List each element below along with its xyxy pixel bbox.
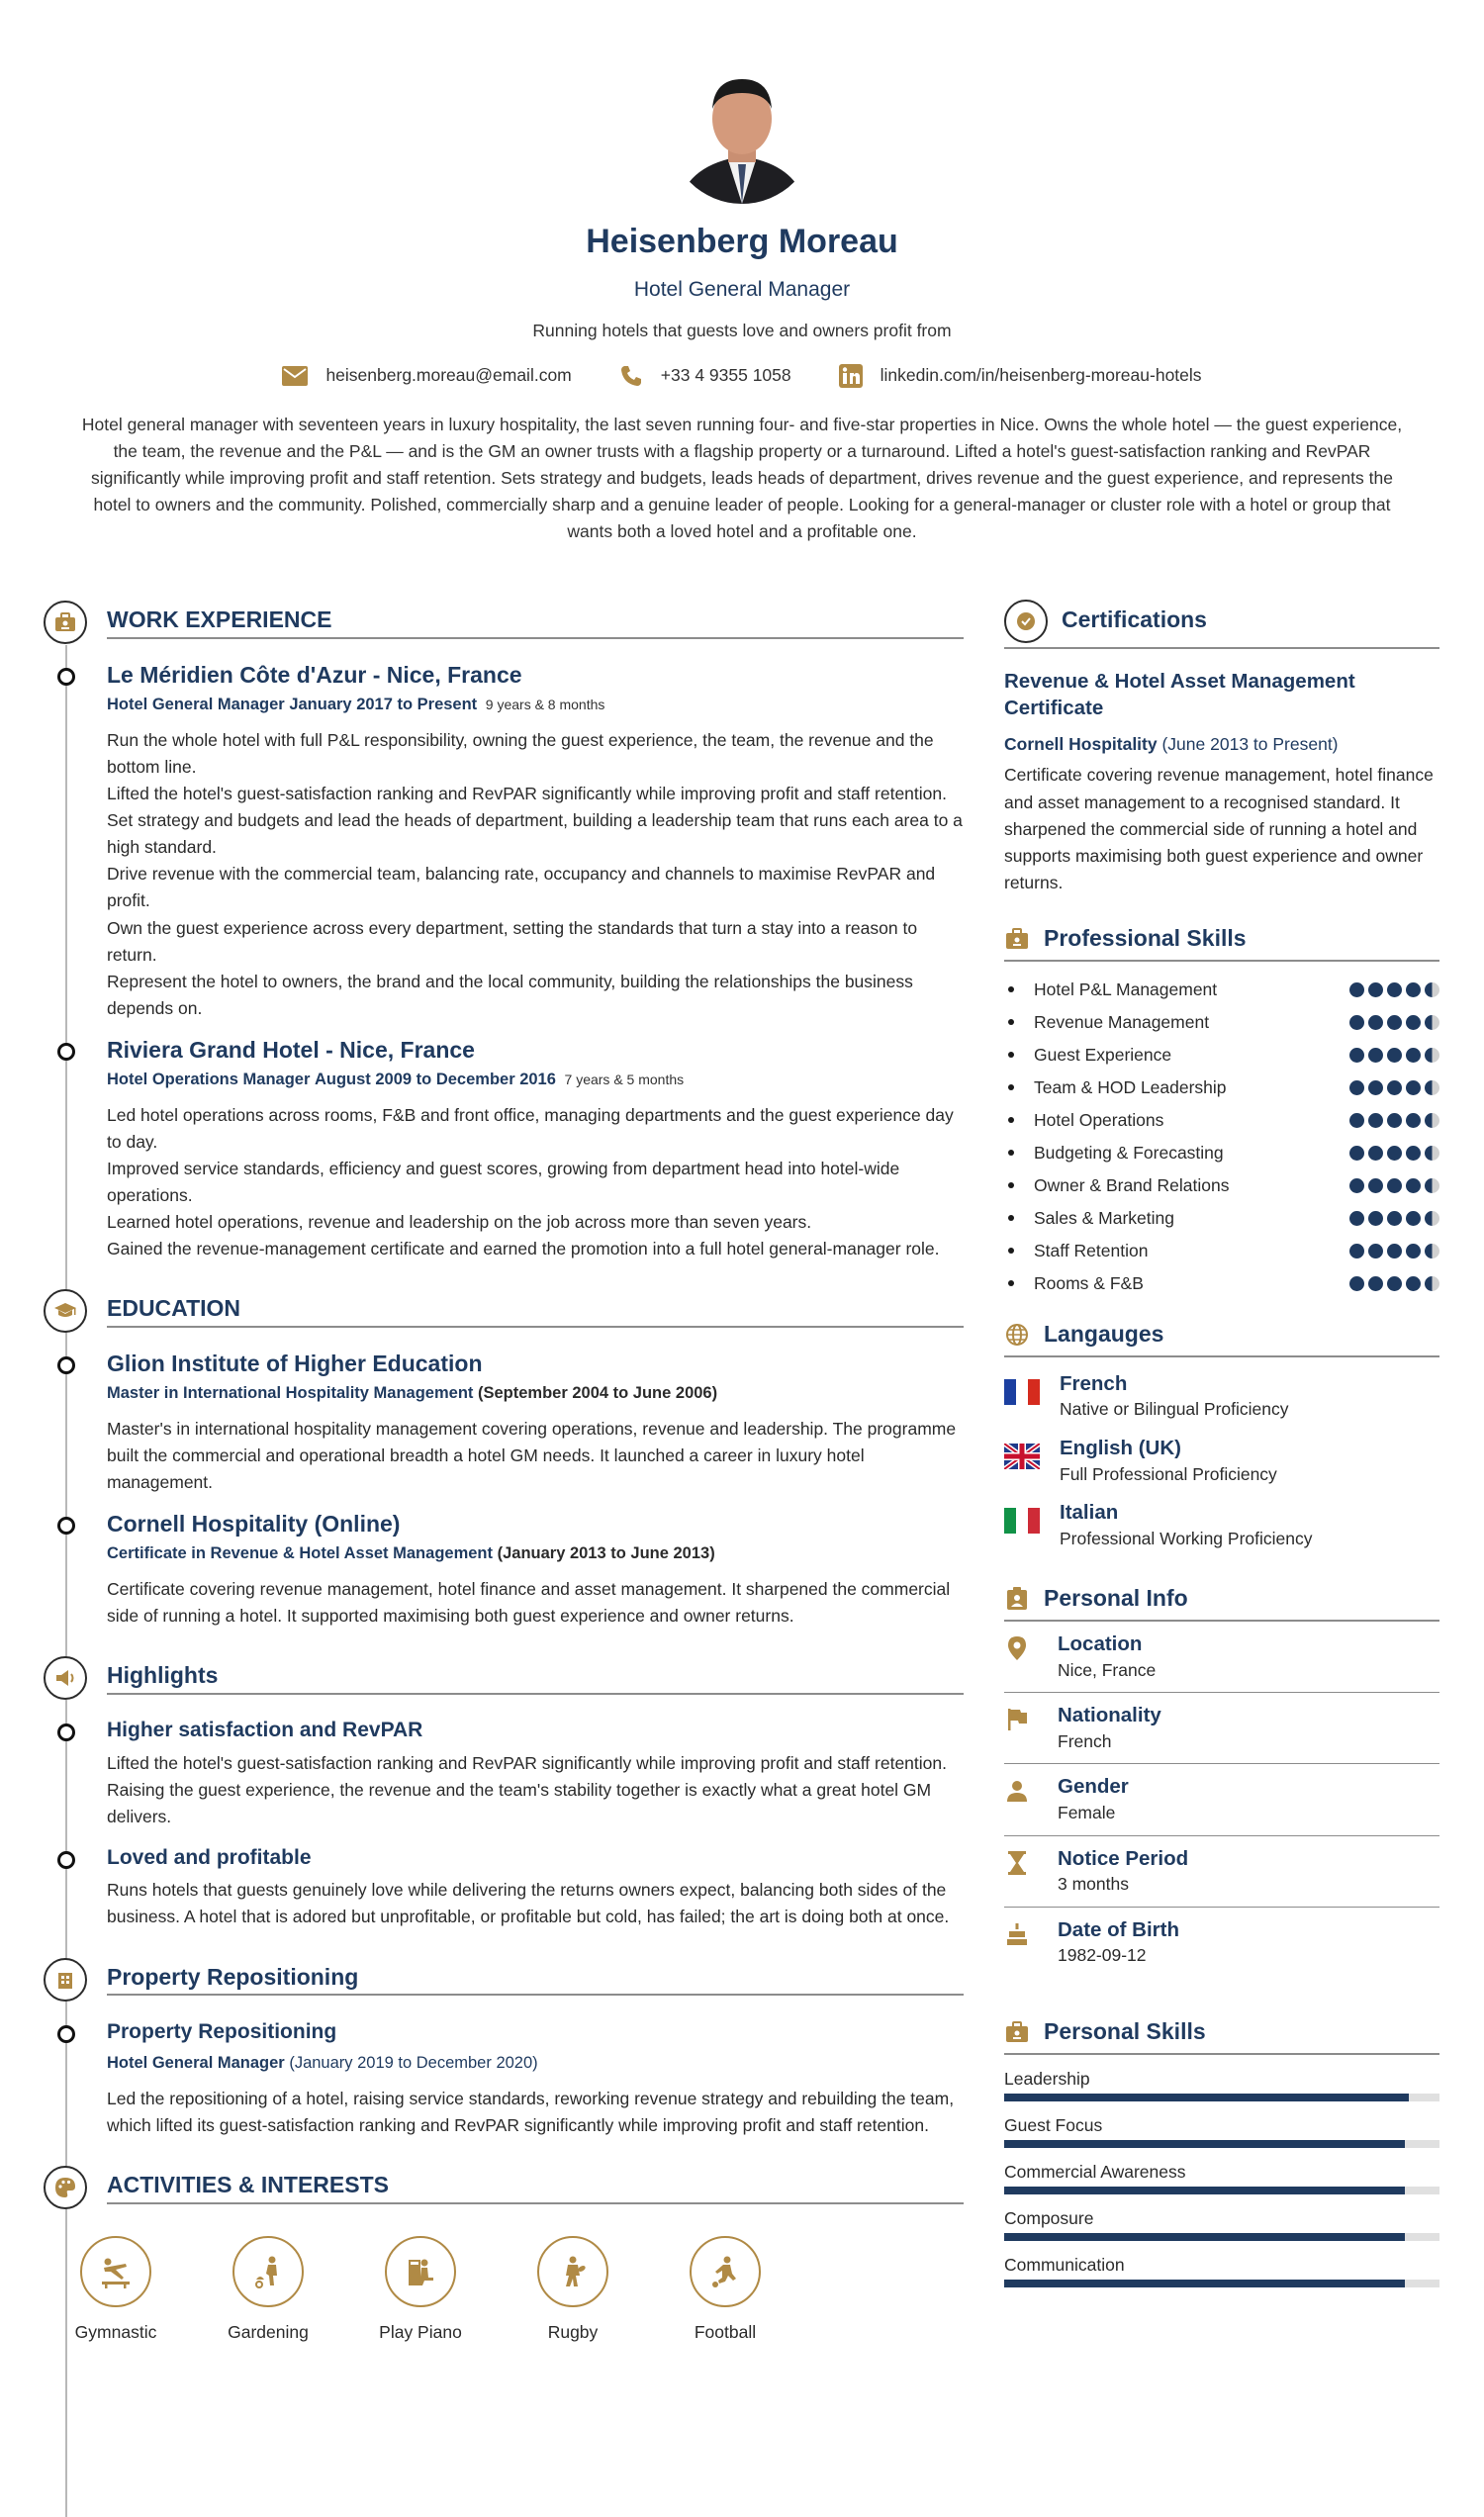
interest-item <box>516 2236 629 2346</box>
certificate-badge-icon <box>1004 600 1048 643</box>
timeline-dot <box>57 2025 75 2043</box>
section-title: ACTIVITIES & INTERESTS <box>107 2171 964 2204</box>
highlight-entry <box>44 1717 964 1830</box>
rating-dot <box>1425 1015 1439 1030</box>
rating-dot <box>1425 1211 1439 1226</box>
education-description: Master's in international hospitality management covering operations, revenue and leadership. The programme built the commercial and operational breadth a hotel GM needs. It launched a career in luxury hotel management. <box>107 1419 957 1493</box>
skill-rating <box>1349 982 1439 997</box>
rating-dot <box>1406 1211 1421 1226</box>
personal-skills-list <box>1004 2069 1439 2287</box>
skill-item <box>1004 1137 1439 1169</box>
personal-skill-name: Guest Focus <box>1004 2114 1103 2135</box>
job-line: Set strategy and budgets and lead the heads of department, building a leadership team that runs each area to a high standard. <box>107 810 963 858</box>
professional-skills-section <box>1004 924 1439 1300</box>
skill-item <box>1004 1039 1439 1072</box>
rating-dot <box>1349 1146 1364 1161</box>
building-icon <box>44 1958 87 2002</box>
piano-icon <box>385 2236 456 2307</box>
rating-dot <box>1425 1080 1439 1095</box>
personal-skill-item <box>1004 2162 1439 2194</box>
uk-flag <box>1004 1444 1040 1469</box>
language-name: Italian <box>1060 1501 1119 1525</box>
certificate-dates: (June 2013 to Present) <box>1161 734 1339 755</box>
skill-rating <box>1349 1015 1439 1030</box>
skill-item <box>1004 1006 1439 1039</box>
certificate-description: Certificate covering revenue management, hotel finance and asset management to a recognised standard. It sharpened the commercial side of running a hotel and supports maximising both guest experience and owner returns. <box>1004 765 1434 892</box>
megaphone-icon <box>44 1656 87 1700</box>
rating-dot <box>1406 1244 1421 1258</box>
skill-rating <box>1349 1178 1439 1193</box>
job-line: Run the whole hotel with full P&L responsibility, owning the guest experience, the team, the revenue and the bottom line. <box>107 729 934 777</box>
job-duration: 9 years & 8 months <box>485 696 605 712</box>
education-meta <box>107 1541 964 1566</box>
skill-name: Hotel P&L Management <box>1004 977 1217 1003</box>
job-meta <box>107 1068 964 1092</box>
job-meta <box>107 693 964 717</box>
education-meta <box>107 1381 964 1406</box>
gymnastics-icon <box>80 2236 151 2307</box>
interest-label: Gymnastic <box>74 2321 157 2342</box>
languages-section <box>1004 1320 1439 1550</box>
certifications-section <box>1004 600 1439 896</box>
candidate-name: Heisenberg Moreau <box>586 223 898 260</box>
interest-label: Play Piano <box>379 2321 462 2342</box>
rating-dot <box>1425 1178 1439 1193</box>
skill-level-bar <box>1004 2233 1439 2241</box>
rating-dot <box>1368 1276 1383 1291</box>
profile-summary: Hotel general manager with seventeen years in luxury hospitality, the last seven running four- and five-star properties in Nice. Owns the whole hotel — the guest experience, the team, the revenue and the P&L — and is the GM an owner trusts with a flagship property or a turnaround. Lifted a hotel's guest-satisfaction ranking and RevPAR significantly while improving profit and staff retention. Sets strategy and budgets, leads heads of department, drives revenue and the guest experience, and represents the hotel to owners and the community. Polished, commercially sharp and a genuine leader of people. Looking for a general-manager or cluster role with a hotel or group that wants both a loved hotel and a profitable one. <box>81 414 1403 542</box>
job-role: Hotel Operations Manager <box>107 1070 311 1088</box>
company-name: Riviera Grand Hotel - Nice, France <box>107 1037 475 1064</box>
rating-dot <box>1368 1178 1383 1193</box>
skill-name: Team & HOD Leadership <box>1004 1074 1227 1101</box>
job-entry <box>44 1036 964 1262</box>
language-name: French <box>1060 1371 1128 1395</box>
education-dates: (September 2004 to June 2006) <box>478 1384 718 1403</box>
rating-dot <box>1406 1048 1421 1063</box>
skill-rating <box>1349 1244 1439 1258</box>
personal-skill-item <box>1004 2115 1439 2148</box>
rating-dot <box>1349 1244 1364 1258</box>
info-value: 3 months <box>1058 1874 1129 1895</box>
interest-item <box>669 2236 782 2346</box>
tagline: Running hotels that guests love and owners profit from <box>532 321 952 341</box>
education-entry <box>44 1510 964 1630</box>
language-level: Full Professional Proficiency <box>1060 1463 1277 1484</box>
rating-dot <box>1406 1276 1421 1291</box>
school-name: Glion Institute of Higher Education <box>107 1351 483 1377</box>
education-dates: (January 2013 to June 2013) <box>497 1544 715 1563</box>
section-title: Personal Info <box>1044 1585 1188 1612</box>
skill-level-bar <box>1004 2187 1439 2194</box>
rating-dot <box>1349 1080 1364 1095</box>
rating-dot <box>1387 1048 1402 1063</box>
profile-photo <box>669 57 815 204</box>
right-column <box>1004 600 1439 2287</box>
rating-dot <box>1406 1113 1421 1128</box>
section-title: Property Repositioning <box>107 1963 964 1997</box>
skill-name: Sales & Marketing <box>1004 1205 1174 1232</box>
rating-dot <box>1368 1113 1383 1128</box>
job-role: Hotel General Manager <box>107 695 285 713</box>
email-icon <box>282 366 308 386</box>
company-name: Le Méridien Côte d'Azur - Nice, France <box>107 662 522 688</box>
skill-name: Budgeting & Forecasting <box>1004 1140 1224 1166</box>
person-icon <box>1004 1778 1030 1804</box>
personal-info-item <box>1004 1622 1439 1693</box>
rating-dot <box>1349 1048 1364 1063</box>
rating-dot <box>1387 1276 1402 1291</box>
job-dates: August 2009 to December 2016 <box>314 1070 556 1088</box>
rating-dot <box>1425 1113 1439 1128</box>
football-icon <box>690 2236 761 2307</box>
skill-rating <box>1349 1048 1439 1063</box>
job-description <box>107 727 964 1022</box>
timeline-dot <box>57 1724 75 1741</box>
skill-name: Staff Retention <box>1004 1238 1148 1264</box>
italy-flag <box>1004 1508 1040 1534</box>
info-value: 1982-09-12 <box>1058 1945 1147 1966</box>
rating-dot <box>1387 1178 1402 1193</box>
language-name: English (UK) <box>1060 1436 1181 1459</box>
phone-text[interactable]: +33 4 9355 1058 <box>660 365 791 386</box>
contact-card-icon <box>1004 1586 1030 1612</box>
job-line: Gained the revenue-management certificate and earned the promotion into a full hotel general-manager role. <box>107 1239 940 1259</box>
project-description: Led the repositioning of a hotel, raising service standards, reworking revenue strategy and rebuilding the team, which lifted its guest-satisfaction ranking and RevPAR significantly while improving profit and staff retention. <box>107 2088 955 2135</box>
rating-dot <box>1406 1146 1421 1161</box>
interest-label: Gardening <box>228 2321 309 2342</box>
phone-icon <box>619 364 643 388</box>
skill-level-bar <box>1004 2094 1439 2101</box>
info-label: Notice Period <box>1058 1846 1189 1870</box>
rating-dot <box>1406 982 1421 997</box>
rating-dot <box>1368 1211 1383 1226</box>
skill-rating <box>1349 1276 1439 1291</box>
briefcase-badge-icon <box>44 601 87 644</box>
project-meta <box>107 2051 964 2076</box>
rating-dot <box>1425 1244 1439 1258</box>
personal-skill-item <box>1004 2208 1439 2241</box>
skill-level-fill <box>1004 2187 1405 2194</box>
job-description <box>107 1102 964 1263</box>
timeline-dot <box>57 1356 75 1374</box>
skill-item <box>1004 1267 1439 1300</box>
highlights-section <box>44 1655 964 1930</box>
palette-icon <box>44 2166 87 2209</box>
skill-level-fill <box>1004 2233 1405 2241</box>
job-dates: January 2017 to Present <box>289 695 478 713</box>
skill-name: Owner & Brand Relations <box>1004 1172 1229 1199</box>
rating-dot <box>1368 1048 1383 1063</box>
education-description: Certificate covering revenue management, hotel finance and asset management. It sharpened the commercial side of running a hotel. It supported maximising both guest experience and owner returns. <box>107 1579 951 1627</box>
job-line: Lifted the hotel's guest-satisfaction ranking and RevPAR significantly while improving profit and staff retention. <box>107 783 947 803</box>
skill-level-bar <box>1004 2140 1439 2148</box>
rating-dot <box>1387 1211 1402 1226</box>
skill-item <box>1004 1072 1439 1104</box>
cake-icon <box>1004 1921 1030 1947</box>
rating-dot <box>1387 1244 1402 1258</box>
info-label: Date of Birth <box>1058 1917 1179 1941</box>
job-line: Learned hotel operations, revenue and leadership on the job across more than seven years. <box>107 1212 812 1233</box>
highlight-text: Runs hotels that guests genuinely love while delivering the returns owners expect, balancing both sides of the business. A hotel that is adored but unprofitable, or profitable but cold, has failed; the art is doing both at once. <box>107 1880 950 1927</box>
personal-info-section <box>1004 1584 1439 1978</box>
personal-info-item <box>1004 1693 1439 1764</box>
info-label: Gender <box>1058 1775 1129 1799</box>
rating-dot <box>1406 1080 1421 1095</box>
interest-item <box>59 2236 172 2346</box>
rating-dot <box>1368 1080 1383 1095</box>
rating-dot <box>1349 1015 1364 1030</box>
certificate-title: Revenue & Hotel Asset Management Certificate <box>1004 670 1355 719</box>
personal-skill-name: Leadership <box>1004 2068 1090 2089</box>
personal-info-item <box>1004 1908 1439 1978</box>
rating-dot <box>1368 982 1383 997</box>
certificate-meta <box>1004 731 1439 758</box>
interests-list <box>44 2236 964 2346</box>
personal-skill-name: Composure <box>1004 2207 1094 2228</box>
location-pin-icon <box>1004 1635 1030 1661</box>
education-section <box>44 1288 964 1630</box>
work-experience-section <box>44 600 964 1262</box>
job-line: Own the guest experience across every department, setting the standards that turn a stay into a reason to return. <box>107 917 918 965</box>
contact-phone[interactable] <box>619 362 791 389</box>
rating-dot <box>1406 1015 1421 1030</box>
degree-name: Certificate in Revenue & Hotel Asset Management <box>107 1544 493 1563</box>
section-title: WORK EXPERIENCE <box>107 606 964 639</box>
rating-dot <box>1406 1178 1421 1193</box>
section-title: Highlights <box>107 1661 964 1695</box>
rating-dot <box>1387 1080 1402 1095</box>
info-label: Location <box>1058 1632 1143 1656</box>
rating-dot <box>1387 1146 1402 1161</box>
timeline-dot <box>57 668 75 686</box>
job-duration: 7 years & 5 months <box>564 1071 685 1087</box>
personal-skills-section <box>1004 2017 1439 2287</box>
project-role: Hotel General Manager <box>107 2053 285 2072</box>
contact-bar <box>0 362 1484 389</box>
contact-linkedin[interactable] <box>839 362 1202 389</box>
linkedin-icon <box>839 364 863 388</box>
education-entry <box>44 1350 964 1496</box>
contact-email[interactable] <box>282 362 571 389</box>
interest-label: Football <box>694 2321 757 2342</box>
skill-name: Guest Experience <box>1004 1042 1171 1069</box>
info-label: Nationality <box>1058 1704 1161 1727</box>
language-item <box>1004 1436 1439 1486</box>
resume-header <box>0 0 1484 545</box>
id-badge-icon <box>1004 926 1030 952</box>
skill-level-fill <box>1004 2094 1409 2101</box>
skill-rating <box>1349 1211 1439 1226</box>
id-badge-icon <box>1004 2019 1030 2045</box>
skill-rating <box>1349 1080 1439 1095</box>
skill-level-fill <box>1004 2280 1405 2287</box>
skill-item <box>1004 974 1439 1006</box>
personal-skill-item <box>1004 2069 1439 2101</box>
project-section <box>44 1957 964 2139</box>
left-column <box>44 600 964 2346</box>
skill-rating <box>1349 1146 1439 1161</box>
skills-list <box>1004 974 1439 1300</box>
section-title: Langauges <box>1044 1320 1164 1347</box>
job-line: Led hotel operations across rooms, F&B and front office, managing departments and the guest experience day to day. <box>107 1104 954 1152</box>
language-level: Native or Bilingual Proficiency <box>1060 1399 1289 1420</box>
rating-dot <box>1368 1015 1383 1030</box>
timeline-line <box>65 1700 67 2517</box>
interests-section <box>44 2165 964 2346</box>
skill-item <box>1004 1104 1439 1137</box>
hourglass-icon <box>1004 1850 1030 1876</box>
graduation-cap-icon <box>44 1289 87 1333</box>
personal-skill-item <box>1004 2255 1439 2287</box>
interest-item <box>364 2236 477 2346</box>
info-value: Female <box>1058 1803 1116 1823</box>
project-dates: (January 2019 to December 2020) <box>289 2053 538 2072</box>
flag-icon <box>1004 1707 1030 1732</box>
skill-item <box>1004 1202 1439 1235</box>
language-item <box>1004 1371 1439 1422</box>
job-entry <box>44 661 964 1022</box>
language-level: Professional Working Proficiency <box>1060 1528 1313 1548</box>
rating-dot <box>1425 1048 1439 1063</box>
skill-level-fill <box>1004 2140 1405 2148</box>
highlight-entry <box>44 1844 964 1931</box>
info-value: French <box>1058 1730 1112 1751</box>
globe-icon <box>1004 1322 1030 1348</box>
skill-rating <box>1349 1113 1439 1128</box>
language-item <box>1004 1500 1439 1550</box>
section-title: EDUCATION <box>107 1294 964 1328</box>
rating-dot <box>1425 982 1439 997</box>
rating-dot <box>1387 982 1402 997</box>
highlight-title: Loved and profitable <box>107 1845 312 1869</box>
rating-dot <box>1387 1113 1402 1128</box>
rating-dot <box>1368 1244 1383 1258</box>
rating-dot <box>1368 1146 1383 1161</box>
personal-info-item <box>1004 1764 1439 1835</box>
rating-dot <box>1349 1211 1364 1226</box>
job-line: Drive revenue with the commercial team, balancing rate, occupancy and channels to maximise RevPAR and profit. <box>107 864 936 911</box>
gardening-icon <box>232 2236 304 2307</box>
job-line: Represent the hotel to owners, the brand and the local community, building the relationships the business depends on. <box>107 971 913 1018</box>
personal-info-item <box>1004 1836 1439 1908</box>
rating-dot <box>1387 1015 1402 1030</box>
job-line: Improved service standards, efficiency and guest scores, growing from department head into hotel-wide operations. <box>107 1158 900 1206</box>
france-flag <box>1004 1379 1040 1405</box>
skill-name: Revenue Management <box>1004 1009 1209 1036</box>
interest-label: Rugby <box>547 2321 599 2342</box>
school-name: Cornell Hospitality (Online) <box>107 1511 401 1538</box>
linkedin-text[interactable]: linkedin.com/in/heisenberg-moreau-hotels <box>880 365 1202 386</box>
section-title: Personal Skills <box>1044 2017 1206 2044</box>
project-title: Property Repositioning <box>107 2019 337 2043</box>
highlight-title: Higher satisfaction and RevPAR <box>107 1719 423 1742</box>
degree-name: Master in International Hospitality Management <box>107 1384 474 1403</box>
personal-skill-name: Commercial Awareness <box>1004 2161 1186 2182</box>
project-entry <box>44 2018 964 2139</box>
rating-dot <box>1349 1178 1364 1193</box>
info-value: Nice, France <box>1058 1659 1157 1680</box>
certificate-issuer: Cornell Hospitality <box>1004 734 1158 755</box>
timeline-dot <box>57 1043 75 1061</box>
job-title: Hotel General Manager <box>633 277 851 301</box>
skill-name: Rooms & F&B <box>1004 1270 1144 1297</box>
skill-item <box>1004 1235 1439 1267</box>
personal-skill-name: Communication <box>1004 2254 1125 2275</box>
email-text[interactable]: heisenberg.moreau@email.com <box>325 365 572 386</box>
skill-name: Hotel Operations <box>1004 1107 1163 1134</box>
skill-level-bar <box>1004 2280 1439 2287</box>
rugby-icon <box>537 2236 608 2307</box>
section-title: Professional Skills <box>1044 925 1247 952</box>
timeline-dot <box>57 1517 75 1535</box>
rating-dot <box>1349 1113 1364 1128</box>
highlight-text: Lifted the hotel's guest-satisfaction ranking and RevPAR significantly while improving profit and staff retention. Raising the guest experience, the revenue and the team's stability together is exactly what a great hotel GM delivers. <box>107 1752 947 1826</box>
rating-dot <box>1425 1276 1439 1291</box>
timeline-dot <box>57 1851 75 1869</box>
rating-dot <box>1349 1276 1364 1291</box>
section-title: Certifications <box>1062 606 1207 633</box>
rating-dot <box>1425 1146 1439 1161</box>
skill-item <box>1004 1169 1439 1202</box>
interest-item <box>212 2236 325 2346</box>
rating-dot <box>1349 982 1364 997</box>
